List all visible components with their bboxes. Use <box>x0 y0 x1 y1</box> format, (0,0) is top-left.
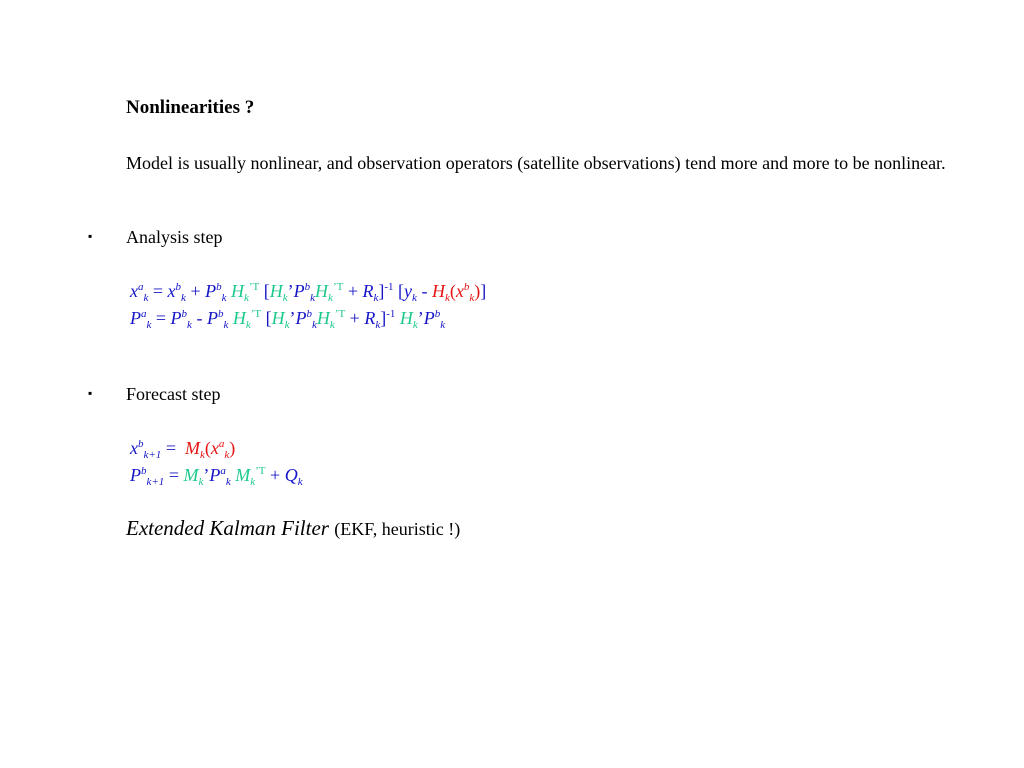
formula-symbol: - <box>196 308 203 328</box>
formula-symbol: x <box>130 281 138 301</box>
analysis-covariance-equation <box>130 306 445 330</box>
formula-symbol: a <box>218 438 225 450</box>
formula-symbol: k <box>375 319 381 331</box>
formula-symbol: P <box>130 308 141 328</box>
formula-symbol: b <box>138 438 144 450</box>
bullet-square-icon: ▪ <box>88 229 93 243</box>
formula-symbol: k <box>412 319 418 331</box>
formula-symbol: k <box>444 292 450 304</box>
formula-symbol: ’T <box>334 308 346 320</box>
formula-symbol: H <box>315 281 329 301</box>
formula-symbol: b <box>304 281 311 293</box>
formula-symbol: b <box>306 308 312 320</box>
formula-symbol: R <box>362 281 374 301</box>
formula-symbol: x <box>210 438 219 458</box>
formula-symbol: + <box>347 281 358 301</box>
bullet-square-icon: ▪ <box>88 386 93 400</box>
ekf-note: (EKF, heuristic !) <box>334 519 461 539</box>
formula-symbol: P <box>206 308 218 328</box>
formula-symbol: P <box>170 308 182 328</box>
ekf-name: Extended Kalman Filter <box>126 516 329 540</box>
formula-symbol: x <box>455 281 464 301</box>
formula-symbol: k <box>198 476 204 488</box>
formula-symbol: [ <box>398 281 405 301</box>
forecast-state-equation <box>130 436 235 460</box>
formula-symbol: k <box>310 292 316 304</box>
ekf-caption <box>126 516 460 541</box>
formula-symbol: b <box>463 281 470 293</box>
formula-symbol: k <box>146 319 152 331</box>
formula-symbol: + <box>270 465 281 485</box>
formula-symbol: - <box>421 281 428 301</box>
formula-symbol: k <box>243 292 249 304</box>
formula-symbol: k <box>328 292 333 304</box>
formula-symbol: b <box>217 308 224 320</box>
formula-symbol: ’T <box>255 465 266 477</box>
formula-symbol: [ <box>265 308 272 328</box>
formula-symbol: R <box>364 308 376 328</box>
formula-symbol: k <box>225 476 231 488</box>
formula-symbol: P <box>130 465 141 485</box>
formula-symbol: ] <box>480 281 487 301</box>
formula-symbol: k+1 <box>146 476 165 488</box>
formula-symbol: a <box>138 281 144 293</box>
formula-symbol: k <box>412 292 417 304</box>
formula-symbol: k <box>223 319 229 331</box>
formula-symbol: b <box>141 465 147 477</box>
analysis-state-equation <box>130 279 486 303</box>
formula-symbol: x <box>167 281 176 301</box>
formula-symbol: H <box>316 308 330 328</box>
slide-title: Nonlinearities ? <box>126 97 255 118</box>
formula-symbol: M <box>235 465 251 485</box>
formula-symbol: b <box>434 308 441 320</box>
formula-symbol: H <box>431 281 445 301</box>
formula-symbol: -1 <box>386 308 396 320</box>
formula-symbol: -1 <box>384 281 394 293</box>
formula-symbol: P <box>209 465 221 485</box>
formula-symbol: H <box>399 308 413 328</box>
formula-symbol: k <box>312 319 317 331</box>
formula-symbol: ) <box>229 438 236 458</box>
formula-symbol: y <box>404 281 413 301</box>
formula-symbol: = <box>168 465 179 485</box>
formula-symbol: k <box>181 292 186 304</box>
formula-symbol: ’ <box>203 465 210 485</box>
formula-symbol: + <box>190 281 201 301</box>
formula-symbol: b <box>216 281 222 293</box>
formula-symbol: [ <box>263 281 270 301</box>
formula-symbol: ’ <box>417 308 424 328</box>
formula-symbol: x <box>130 438 138 458</box>
formula-symbol: ’T <box>332 281 344 293</box>
formula-symbol: = <box>152 281 164 301</box>
formula-symbol: k <box>297 476 303 488</box>
formula-symbol: ’ <box>289 308 296 328</box>
formula-symbol: k <box>282 292 288 304</box>
formula-symbol: ] <box>380 308 387 328</box>
formula-symbol: k+1 <box>143 449 162 461</box>
forecast-covariance-equation <box>130 463 303 487</box>
formula-symbol: k <box>199 449 205 461</box>
formula-symbol: k <box>250 476 256 488</box>
formula-symbol: H <box>269 281 283 301</box>
formula-symbol: P <box>295 308 307 328</box>
formula-symbol: k <box>284 319 290 331</box>
formula-symbol: ’T <box>248 281 260 293</box>
formula-symbol: ) <box>474 281 481 301</box>
formula-symbol: ( <box>449 281 456 301</box>
bullet-label: Forecast step <box>126 384 221 404</box>
formula-symbol: H <box>232 308 246 328</box>
formula-symbol: k <box>440 319 446 331</box>
formula-symbol: ( <box>204 438 211 458</box>
formula-symbol: = <box>155 308 167 328</box>
formula-symbol: H <box>271 308 285 328</box>
bullet-analysis-step <box>88 227 223 248</box>
formula-symbol: ] <box>378 281 385 301</box>
formula-symbol: + <box>349 308 360 328</box>
bullet-label: Analysis step <box>126 227 223 247</box>
formula-symbol: P <box>293 281 305 301</box>
formula-symbol: k <box>143 292 149 304</box>
formula-symbol: k <box>373 292 379 304</box>
formula-symbol: ’ <box>287 281 294 301</box>
formula-symbol: P <box>205 281 217 301</box>
formula-symbol: M <box>183 465 199 485</box>
formula-symbol: a <box>220 465 226 477</box>
formula-symbol: = <box>165 438 176 458</box>
intro-paragraph: Model is usually nonlinear, and observation operators (satellite observations) tend more and more to be nonlinear. <box>126 153 946 173</box>
formula-symbol: k <box>245 319 251 331</box>
formula-symbol: M <box>184 438 200 458</box>
formula-symbol: a <box>141 308 147 320</box>
formula-symbol: k <box>329 319 335 331</box>
formula-symbol: P <box>423 308 435 328</box>
formula-symbol: b <box>175 281 182 293</box>
formula-symbol: ’T <box>250 308 262 320</box>
formula-symbol: H <box>230 281 244 301</box>
formula-symbol: b <box>181 308 188 320</box>
formula-symbol: Q <box>284 465 298 485</box>
formula-symbol: k <box>187 319 192 331</box>
bullet-forecast-step <box>88 384 220 405</box>
formula-symbol: k <box>224 449 230 461</box>
formula-symbol: k <box>221 292 227 304</box>
formula-symbol: k <box>469 292 475 304</box>
